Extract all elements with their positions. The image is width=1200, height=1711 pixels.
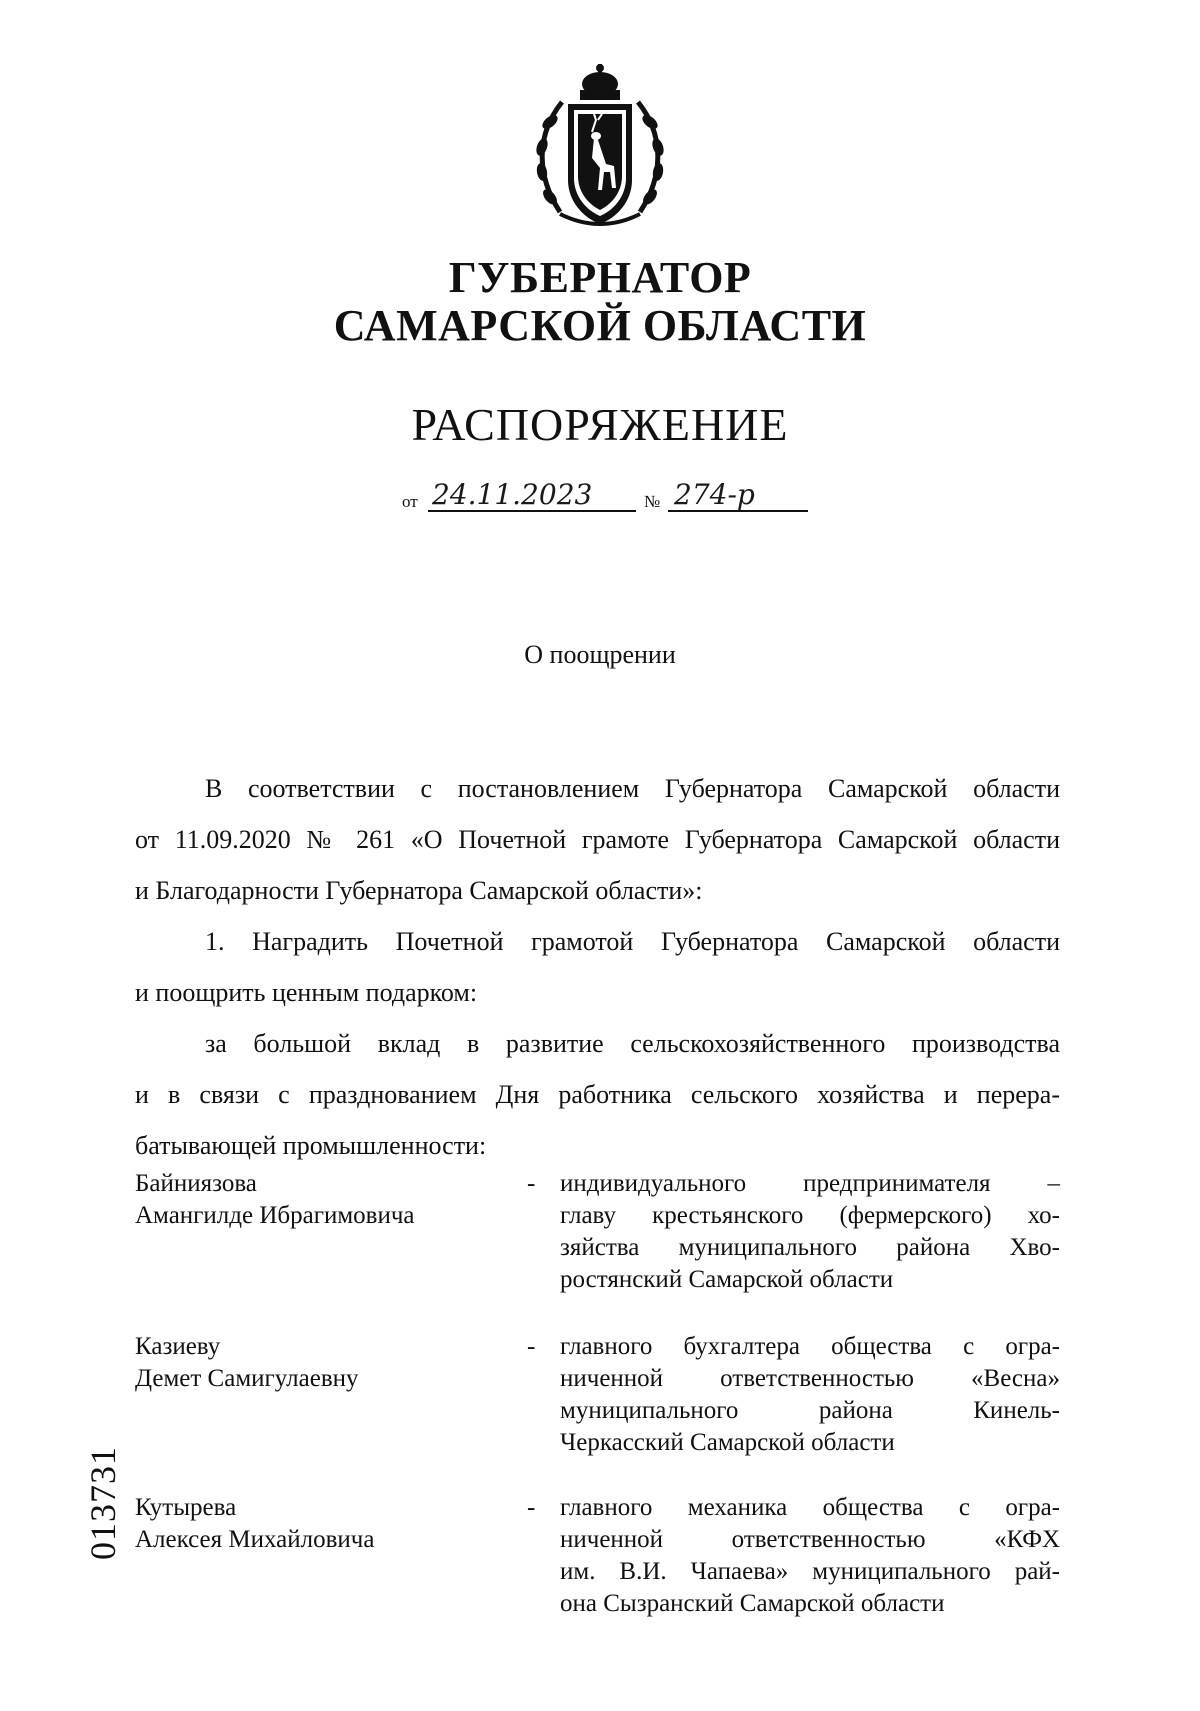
recipient-given-names: Алексея Михайловича: [135, 1526, 375, 1553]
document-subject: О поощрении: [524, 640, 676, 669]
recipient-dash: -: [527, 1170, 536, 1197]
recipient-description: [560, 1492, 1060, 1620]
description-line: индивидуального предпринимателя –: [560, 1170, 1060, 1197]
recipient-description: [560, 1331, 1060, 1459]
item1-paragraph: [135, 916, 1060, 1018]
recipient-name: [135, 1331, 515, 1395]
serial-number: 013731: [83, 1446, 123, 1560]
number-value: 274-р: [674, 478, 755, 511]
reason-line: и в связи с празднованием Дня работника сельского хозяйства и перера-: [135, 1080, 1060, 1109]
description-line: главного механика общества с огра-: [560, 1494, 1060, 1521]
recipient-name: [135, 1492, 515, 1556]
recipient-description: [560, 1168, 1060, 1296]
number-label: №: [644, 492, 661, 511]
recipient-surname: Казиеву: [135, 1333, 221, 1360]
description-line: муниципального района Кинель-: [560, 1397, 1060, 1424]
document-type: РАСПОРЯЖЕНИЕ: [411, 399, 789, 450]
date-label: от: [402, 492, 418, 511]
date-value: 24.11.2023: [432, 478, 593, 511]
reason-line: за большой вклад в развитие сельскохозяйственного производства: [205, 1029, 1060, 1058]
description-line: главу крестьянского (фермерского) хо-: [560, 1202, 1060, 1229]
recipient-given-names: Амангилде Ибрагимовича: [135, 1202, 415, 1229]
date-number-line: [402, 478, 822, 518]
authority-title-line1: ГУБЕРНАТОР: [448, 253, 752, 302]
coat-of-arms-icon: [520, 62, 680, 232]
authority-title-line2: САМАРСКОЙ ОБЛАСТИ: [333, 301, 867, 350]
description-line: им. В.И. Чапаева» муниципального рай-: [560, 1558, 1060, 1585]
recipient-name: [135, 1168, 515, 1232]
reason-paragraph: [135, 1018, 1060, 1171]
description-line: зяйства муниципального района Хво-: [560, 1234, 1060, 1261]
recipient-dash: -: [527, 1333, 536, 1360]
description-line: главного бухгалтера общества с огра-: [560, 1333, 1060, 1360]
intro-line: от 11.09.2020 № 261 «О Почетной грамоте Губернатора Самарской области: [135, 825, 1060, 854]
intro-line: В соответствии с постановлением Губернатора Самарской области: [205, 774, 1060, 803]
intro-line: и Благодарности Губернатора Самарской области»:: [135, 876, 703, 905]
recipient-given-names: Демет Самигулаевну: [135, 1365, 359, 1392]
description-line: ростянский Самарской области: [560, 1266, 894, 1293]
item1-line: и поощрить ценным подарком:: [135, 978, 478, 1007]
description-line: она Сызранский Самарской области: [560, 1590, 945, 1617]
recipient-dash: -: [527, 1494, 536, 1521]
description-line: Черкасский Самарской области: [560, 1429, 895, 1456]
item1-line: 1. Наградить Почетной грамотой Губернатора Самарской области: [205, 927, 1060, 956]
recipient-surname: Байниязова: [135, 1170, 257, 1197]
reason-line: батывающей промышленности:: [135, 1131, 487, 1160]
intro-paragraph: [135, 763, 1060, 916]
description-line: ниченной ответственностью «КФХ: [560, 1526, 1060, 1553]
description-line: ниченной ответственностью «Весна»: [560, 1365, 1060, 1392]
recipient-surname: Кутырева: [135, 1494, 237, 1521]
